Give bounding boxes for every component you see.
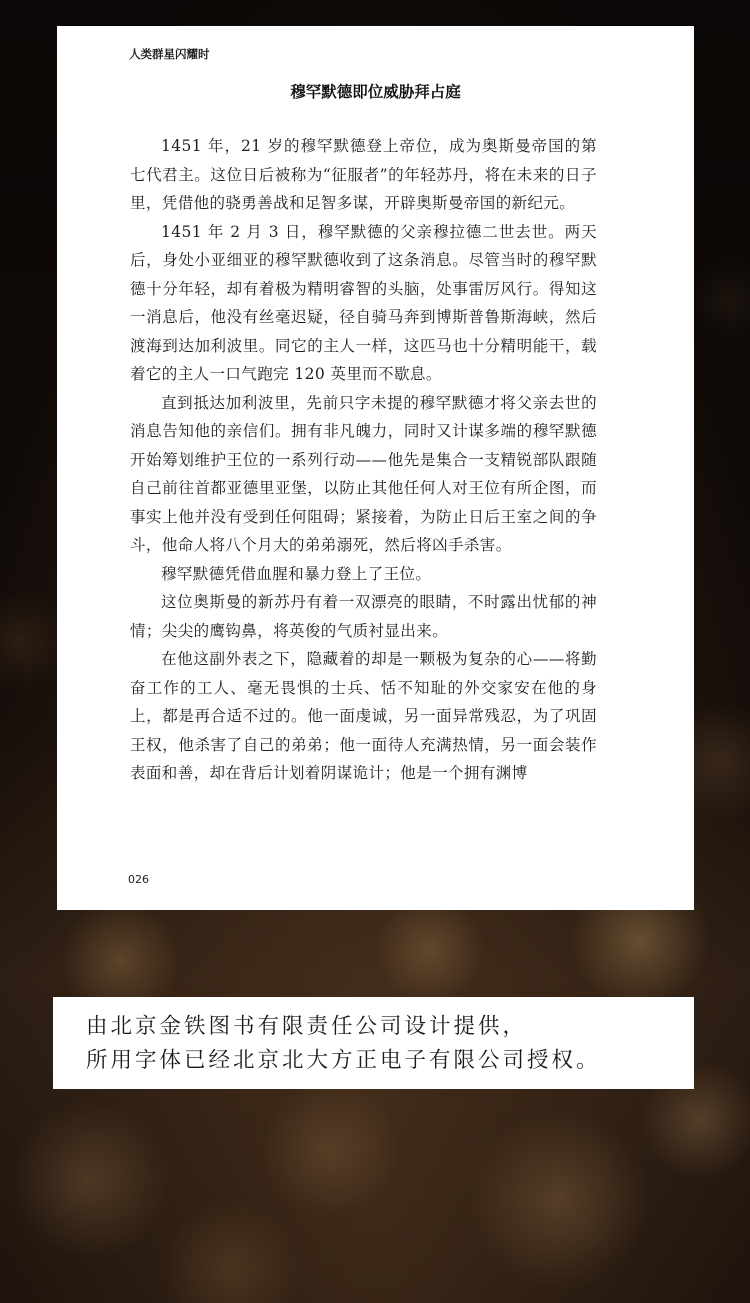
paragraph: 这位奥斯曼的新苏丹有着一双漂亮的眼睛，不时露出忧郁的神情；尖尖的鹰钩鼻，将英俊的气质衬显出来。 [130, 593, 597, 640]
credit-line-font-license: 所用字体已经北京北大方正电子有限公司授权。 [86, 1048, 601, 1073]
paragraph: 直到抵达加利波里，先前只字未提的穆罕默德才将父亲去世的消息告知他的亲信们。拥有非凡魄力，同时又计谋多端的穆罕默德开始筹划维护王位的一系列行动——他先是集合一支精锐部队跟随自己前往首都亚德里亚堡，以防止其他任何人对王位有所企图，而事实上他并没有受到任何阻碍；紧接着，为防止日后王室之间的争斗，他命人将八个月大的弟弟溺死，然后将凶手杀害。 [130, 393, 597, 554]
paragraph: 1451 年 2 月 3 日，穆罕默德的父亲穆拉德二世去世。两天后，身处小亚细亚的穆罕默德收到了这条消息。尽管当时的穆罕默德十分年轻，却有着极为精明睿智的头脑，处事雷厉风行。得知这一消息后，他没有丝毫迟疑，径自骑马奔到博斯普鲁斯海峡，然后渡海到达加利波里。同它的主人一样，这匹马也十分精明能干，载着它的主人一口气跑完 120 英里而不歇息。 [130, 222, 597, 383]
credit-box [53, 997, 694, 1089]
running-head: 人类群星闪耀时 [129, 47, 210, 61]
book-page [57, 26, 694, 910]
paragraph: 1451 年，21 岁的穆罕默德登上帝位，成为奥斯曼帝国的第七代君主。这位日后被称为“征服者”的年轻苏丹，将在未来的日子里，凭借他的骁勇善战和足智多谋，开辟奥斯曼帝国的新纪元。 [130, 137, 597, 212]
paragraph: 在他这副外表之下，隐藏着的却是一颗极为复杂的心——将勤奋工作的工人、毫无畏惧的士兵、恬不知耻的外交家安在他的身上，都是再合适不过的。他一面虔诚，另一面异常残忍，为了巩固王权，他杀害了自己的弟弟；他一面待人充满热情，另一面会装作表面和善，却在背后计划着阴谋诡计；他是一个拥有渊博 [130, 650, 597, 782]
chapter-title: 穆罕默德即位威胁拜占庭 [290, 82, 461, 101]
paragraph: 穆罕默德凭借血腥和暴力登上了王位。 [161, 564, 432, 583]
credit-line-designer: 由北京金铁图书有限责任公司设计提供， [86, 1014, 528, 1039]
body-text [130, 132, 597, 788]
page-number: 026 [128, 873, 149, 886]
